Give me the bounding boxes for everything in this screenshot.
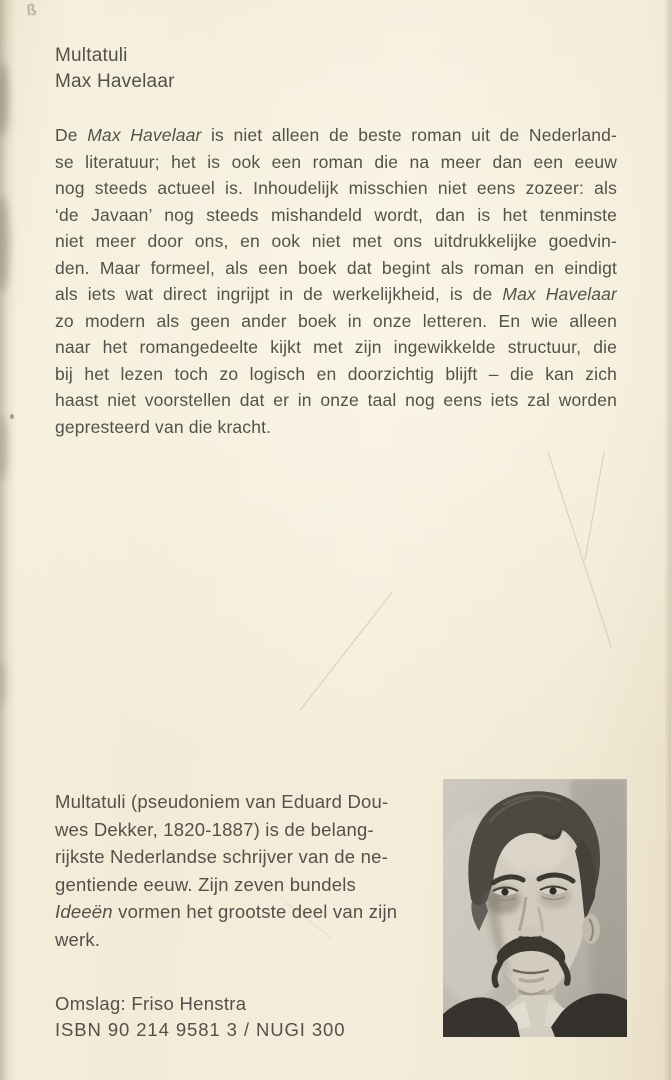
scratch-artifact — [299, 592, 392, 711]
author-name: Multatuli — [55, 45, 128, 66]
text-line: se literatuur; het is ook een roman die na meer dan een eeuw — [55, 151, 617, 172]
text-line: Ideeën vormen het grootste deel van zijn — [55, 901, 398, 922]
pencil-margin-mark: ß — [26, 1, 38, 20]
text-line: Multatuli (pseudoniem van Eduard Dou- — [55, 791, 389, 812]
text-line: niet meer door ons, en ook niet met ons uitdrukkelijke goedvin- — [55, 231, 617, 251]
text-line: rijkste Nederlandse schrijver van de ne- — [55, 846, 388, 867]
cover-credit: Omslag: Friso Henstra — [55, 993, 247, 1014]
scratch-artifact — [584, 452, 604, 561]
scan-speck — [10, 414, 14, 419]
scan-left-edge-artifact — [0, 0, 16, 1080]
text-line: gepresteerd van die kracht. — [55, 416, 272, 437]
blurb-paragraph — [55, 125, 617, 443]
portrait-image — [443, 779, 627, 1037]
book-title: Max Havelaar — [55, 71, 175, 92]
text-line: gentiende eeuw. Zijn zeven bundels — [55, 873, 356, 895]
text-line: naar het romangedeelte kijkt met zijn ingewikkelde structuur, die — [55, 337, 617, 357]
title-block — [55, 43, 175, 95]
author-bio — [55, 791, 443, 956]
isbn-line: ISBN 90 214 9581 3 / NUGI 300 — [55, 1019, 346, 1040]
text-line: den. Maar formeel, als een boek dat begint als roman en eindigt — [55, 257, 617, 278]
text-line: ‘de Javaan’ nog steeds mishandeld wordt, dan is het tenminste — [55, 204, 617, 225]
text-line: als iets wat direct ingrijpt in de werkelijkheid, is de Max Havelaar — [55, 284, 617, 304]
text-line: werk. — [55, 928, 101, 950]
text-line: nog steeds actueel is. Inhoudelijk misschien niet eens zozeer: als — [55, 178, 617, 198]
author-portrait-photo — [443, 779, 627, 1037]
text-line: haast niet voorstellen dat er in onze taal nog eens iets zal worden — [55, 390, 617, 410]
text-line: wes Dekker, 1820-1887) is de belang- — [55, 818, 374, 840]
colophon — [55, 991, 345, 1043]
text-line: bij het lezen toch zo logisch en doorzichtig blijft – die kan zich — [55, 363, 617, 384]
scratch-artifact — [548, 452, 612, 647]
text-line: De Max Havelaar is niet alleen de beste roman uit de Nederland- — [55, 125, 617, 145]
scan-right-edge-artifact — [664, 0, 671, 1080]
text-line: zo modern als geen ander boek in onze letteren. En wie alleen — [55, 310, 617, 331]
